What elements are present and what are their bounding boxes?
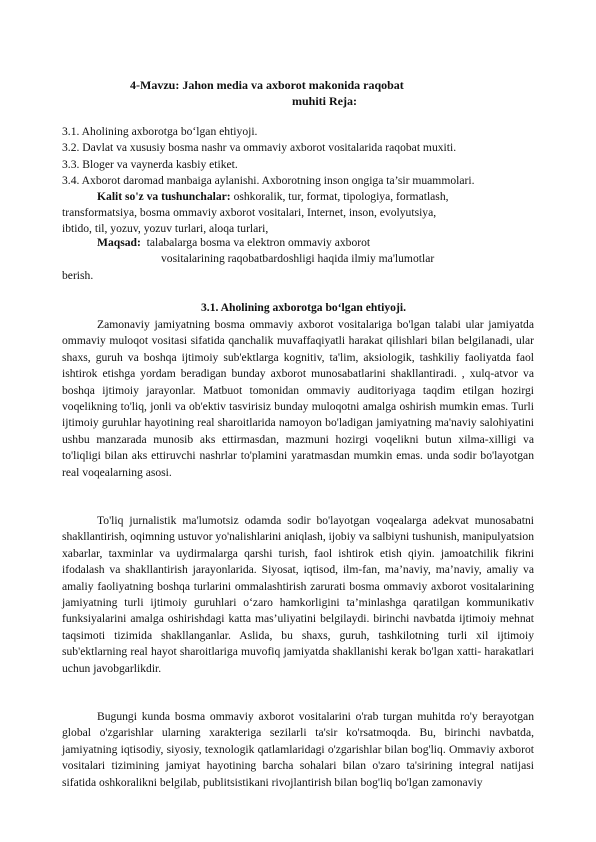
plan-item: 3.4. Axborot daromad manbaiga aylanishi. Axborotning inson ongiga ta’sir muammolari. (62, 174, 475, 188)
paragraph: Zamonaviy jamiyatning bosma ommaviy axborot vositalariga bo'lgan talabi ular jamiyatda ommaviy muloqot vositasi sifatida qanchalik muvaffaqiyatli harakat qilishlari bilan belgilanadi, ular shaxs, guruh va boshqa ijtimoiy sub'ektlarga kognitiv, ta'lim, aksiologik, tashkiliy faoliyatda faol ishtirok etishga yordam beradigan bunday axborot munosabatlarini shakllantiradi. , xulq-atvor va boshqa ijtimoiy jarayonlar. Matbuot tomonidan ommaviy auditoriyaga taqdim etilgan hozirgi voqelikning to'liq, jonli va ob'ektiv tasvirisiz bunday muloqotni amalga oshirish mumkin emas. Turli ijtimoiy guruhlar hayotining real sharoitlarida namoyon bo'ladigan jamiyatning ma'naviy salohiyatini ushbu manzarada munosib aks ettirmasdan, mazmuni hozirgi voqelikni butun xilma-xilligi va to'liqligi bilan aks ettiruvchi nashrlar to'plamini yaratmasdan mumkin emas. unda sodir bo'layotgan real voqealarning asosi. (62, 318, 534, 479)
plan-item: 3.2. Davlat va xususiy bosma nashr va ommaviy axborot vositalarida raqobat muxiti. (62, 141, 457, 155)
goal-label: Maqsad: (97, 236, 141, 249)
keywords-line (62, 189, 532, 205)
plan-item: 3.1. Aholining axborotga bo‘lgan ehtiyoji. (62, 125, 258, 138)
goal-line (97, 235, 537, 251)
goal-text: talabalarga bosma va elektron ommaviy axborot (146, 236, 371, 249)
keywords-continued: transformatsiya, bosma ommaviy axborot vositalari, Internet, inson, evolyutsiya, (62, 206, 437, 219)
keywords-label: Kalit so'z va tushunchalar: (97, 190, 231, 203)
lecture-title: 4-Mavzu: Jahon media va axborot makonida raqobat (130, 78, 404, 92)
paragraph: Bugungi kunda bosma ommaviy axborot vositalarini o'rab turgan muhitda ro'y berayotgan global o'zgarishlar ularning xarakteriga sezilarli ta'sir ko'rsatmoqda. Bu, birinchi navbatda, jamiyatning iqtisodiy, siyosiy, texnologik qatlamlaridagi o'zgarishlar bilan bog'liq. Ommaviy axborot vositalari tizimining jamiyat hayotining barcha sohalari bilan o'zaro ta'sirining integral natijasi sifatida oshkoralikni belgilab, publitsistikani rivojlantirish bilan bog'liq bo'lgan zamonaviy (62, 710, 534, 789)
plan-list (62, 124, 542, 190)
keywords-continued: ibtido, til, yozuv, yozuv turlari, aloqa turlari, (62, 222, 269, 235)
lecture-title-continued: muhiti Reja: (292, 94, 357, 108)
keywords-text: oshkoralik, tur, format, tipologiya, formatlash, (230, 190, 449, 203)
goal-text-continued: vositalarining raqobatbardoshligi haqida ilmiy ma'lumotlar (161, 252, 435, 265)
paragraph: To'liq jurnalistik ma'lumotsiz odamda sodir bo'layotgan voqealarga adekvat munosabatni shakllantirish, oqimning ustuvor yo'nalishlarini aniqlash, ijobiy va salbiyni tushunish, manipulyatsion xabarlar, taxminlar va uydirmalarga qarshi turish, faol ishtirok etish qiyin. jamoatchilik fikrini ifodalash va shakllantirish jarayonlarida. Siyosat, iqtisod, ilm-fan, ma’naviy, ma’naviy, amaliy va amaliy faoliyatning boshqa turlarini ommalashtirish zarurati bosma ommaviy axborot vositalarining jamiyatning turli ijtimoiy guruhlari o‘zaro hamkorligini ta’minlashga qaratilgan kommunikativ funksiyalarini amalga oshirishdagi katta mas’uliyatini belgilaydi. birinchi navbatda ijtimoiy mehnat taqsimoti tizimida shakllanganlar. Aslida, bu shaxs, guruh, tashkilotning turli xil ijtimoiy sub'ektlarning real hayot sharoitlariga muvofiq jamiyatda shakllanishi kerak bo'lgan xatti- harakatlari uchun javobgarlikdir. (62, 514, 534, 675)
section-heading: 3.1. Aholining axborotga bo‘lgan ehtiyoji. (201, 301, 406, 314)
plan-item: 3.3. Bloger va vaynerda kasbiy etiket. (62, 157, 238, 171)
goal-text-end: berish. (62, 269, 94, 282)
